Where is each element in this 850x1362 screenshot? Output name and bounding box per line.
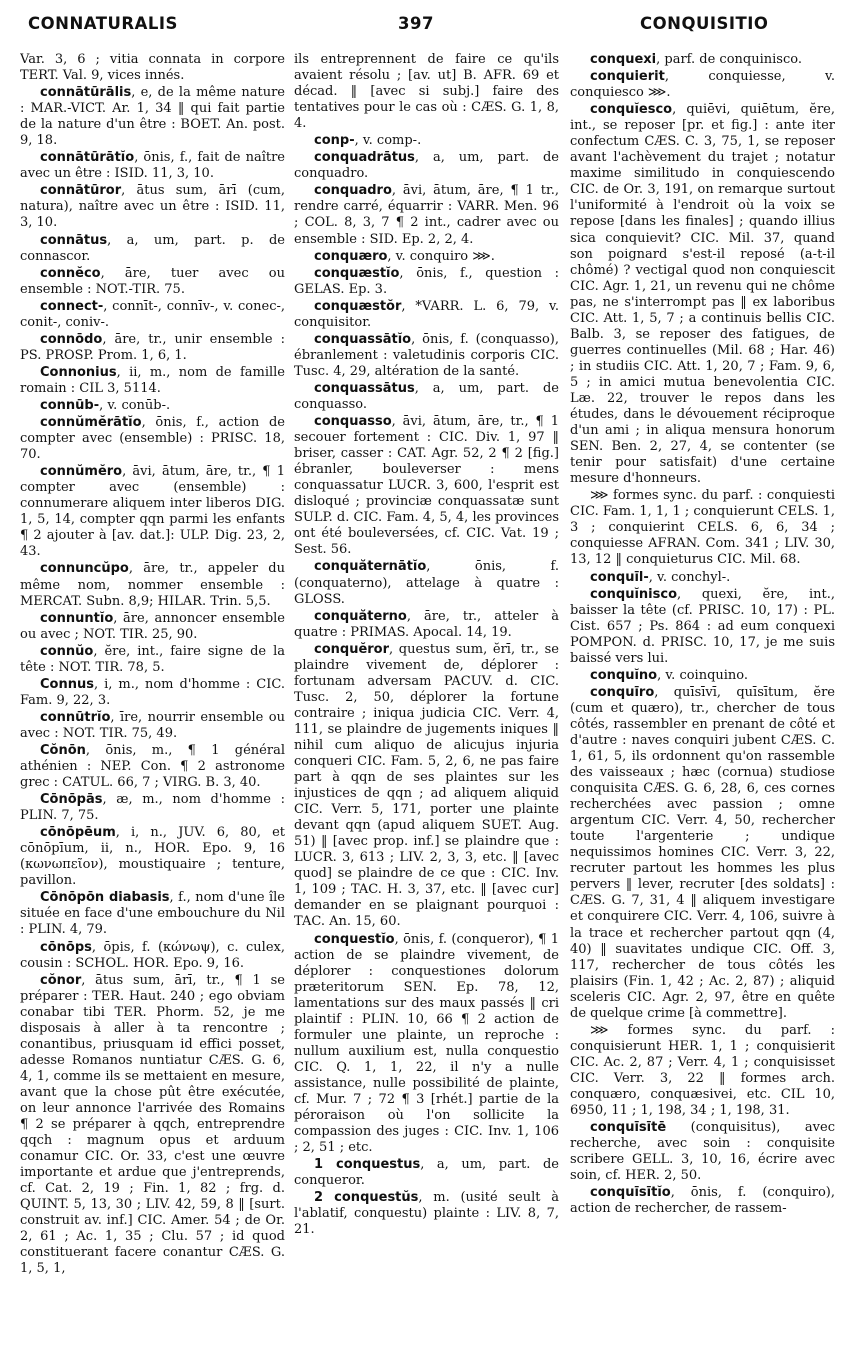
dictionary-entry: conquīro, quīsīvī, quīsītum, ĕre (cum et quæro), tr., chercher de tous côtés, rassembler en prenant de côté et d'autre : naves conquiri jubent CÆS. C. 1, 61, 5, ils ordonnent qu'on rassemble des vaisseaux ; hæc (cornua) studiose conquisita CÆS. G. 6, 28, 6, ces cornes recherchées avec passion ; omne argentum CIC. Verr. 4, 50, rechercher toute l'argenterie ; undique nequissimos homines CIC. Verr. 3, 22, recruter partout les hommes les plus pervers ‖ lever, recruter [des soldats] : CÆS. G. 7, 31, 4 ‖ aliquem investigare et conquirere CIC. Verr. 4, 106, suivre à la trace et rechercher partout qqn (4, 40) ‖ suavitates undique CIC. Off. 3, 117, rechercher de tous côtés les plaisirs (Fin. 1, 42 ; Ac. 2, 87) ; aliquid sceleris CIC. Agr. 2, 97, être en quête de quelque crime [à commettre]. xyxy=(570,684,835,1021)
headword: Cōnōpōn diabasis xyxy=(40,890,170,906)
dictionary-entry: cōnōpēum, i, n., JUV. 6, 80, et cōnōpīum, ii, n., HOR. Epo. 9, 16 (κωνωπεῖον), moustiquaire ; tenture, pavillon. xyxy=(20,825,285,889)
dictionary-entry: conquăternātĭo, ōnis, f. (conquaterno), attelage à quatre : GLOSS. xyxy=(294,559,559,607)
headword: connuncŭpo xyxy=(40,561,129,577)
headword: cŏnor xyxy=(40,972,82,988)
headword: conquassātus xyxy=(314,380,415,396)
dictionary-entry: conquæstĭo, ōnis, f., question : GELAS. Ep. 3. xyxy=(294,265,559,297)
headword: Connonius xyxy=(40,364,117,380)
header-right-guideword: CONQUISITIO xyxy=(640,14,769,33)
headword: connŭmĕrātĭo xyxy=(40,415,142,431)
headword: conquīro xyxy=(590,684,655,700)
dictionary-entry: conquăterno, āre, tr., atteler à quatre : PRIMAS. Apocal. 14, 19. xyxy=(294,608,559,640)
headword: connūb- xyxy=(40,397,100,413)
dictionary-entry: connŭo, ĕre, int., faire signe de la tête : NOT. TIR. 78, 5. xyxy=(20,643,285,675)
headword: conquestĭo xyxy=(314,931,395,947)
headword: 2 conquestŭs xyxy=(314,1190,419,1206)
headword: conquīl- xyxy=(590,569,649,585)
headword: connŭmĕro xyxy=(40,464,123,480)
dictionary-entry: conquĭno, v. coinquino. xyxy=(590,667,749,683)
page-number: 397 xyxy=(398,14,434,33)
dictionary-entry: Cōnōpōn diabasis, f., nom d'une île située en face d'une embouchure du Nil : PLIN. 4, 79. xyxy=(20,890,285,938)
dictionary-entry: Cōnōpās, æ, m., nom d'homme : PLIN. 7, 75. xyxy=(20,792,285,824)
headword: Connus xyxy=(40,676,94,692)
dictionary-entry: conquestĭo, ōnis, f. (conqueror), ¶ 1 action de se plaindre vivement, de déplorer : conquestiones dolorum præteritorum SEN. Ep. 78, 12, lamentations sur des maux passés ‖ cri plaintif : PLIN. 10, 66 ¶ 2 action de formuler une plainte, un reproche : nullum auxilium est, nulla conquestio CIC. Q. 1, 1, 22, il n'y a nulle assistance, nulle possibilité de plainte, cf. Mur. 7 ; 72 ¶ 3 [rhét.] partie de la péroraison où l'on sollicite la compassion des juges : CIC. Inv. 1, 106 ; 2, 51 ; etc. xyxy=(294,931,559,1156)
dictionary-entry: connuntĭo, āre, annoncer ensemble ou avec ; NOT. TIR. 25, 90. xyxy=(20,610,285,642)
dictionary-entry: Connonius, ii, m., nom de famille romain : CIL 3, 5114. xyxy=(20,364,285,396)
headword: connātūrātĭo xyxy=(40,150,135,166)
header-left-guideword: CONNATURALIS xyxy=(28,14,178,33)
dictionary-entry: connōdo, āre, tr., unir ensemble : PS. PROSP. Prom. 1, 6, 1. xyxy=(20,331,285,363)
headword: conp- xyxy=(314,133,355,149)
headword: cōnōps xyxy=(40,939,92,955)
headword: conquasso xyxy=(314,414,392,430)
headword: connūtrĭo xyxy=(40,709,111,725)
headword: conquæstŏr xyxy=(314,298,402,314)
headword: conquĭno xyxy=(590,667,658,683)
dictionary-entry: connŭmĕrātĭo, ōnis, f., action de compter avec (ensemble) : PRISC. 18, 70. xyxy=(20,415,285,463)
column-3 xyxy=(570,52,835,1354)
headword: cōnōpēum xyxy=(40,825,116,841)
dictionary-entry: connect-, connīt-, connīv-, v. conec-, conit-, coniv-. xyxy=(20,298,285,330)
dictionary-entry: connātūrālis, e, de la même nature : MAR.-VICT. Ar. 1, 34 ‖ qui fait partie de la nature d'un être : BOET. An. post. 9, 18. xyxy=(20,85,285,149)
dictionary-entry: conquasso, āvi, ātum, āre, tr., ¶ 1 secouer fortement : CIC. Div. 1, 97 ‖ briser, casser : CAT. Agr. 52, 2 ¶ 2 [fig.] ébranler, bouleverser : mens conquassatur LUCR. 3, 600, l'esprit est disloqué ; provinciæ conquassatæ sunt SULP. d. CIC. Fam. 4, 5, 4, les provinces ont été bouleversées, cf. CIC. Vat. 19 ; Sest. 56. xyxy=(294,414,559,558)
dictionary-entry: conquadrātus, a, um, part. de conquadro. xyxy=(294,150,559,182)
dictionary-entry: connātus, a, um, part. p. de connascor. xyxy=(20,232,285,264)
dictionary-entry: conquĕror, questus sum, ĕrī, tr., se plaindre vivement de, déplorer : fortunam adversam PACUV. d. CIC. Tusc. 2, 50, déplorer la fortune contraire ; iniqua judicia CIC. Verr. 4, 111, se plaindre de jugements iniques ‖ nihil cum aliquo de alicujus injuria conqueri CIC. Fam. 5, 2, 6, ne pas faire part à qqn de ses plaintes sur les injustices de qqn ; ad aliquem aliquid CIC. Verr. 5, 171, porter une plainte devant qqn (apud aliquem SUET. Aug. 51) ‖ [avec prop. inf.] se plaindre que : LUCR. 3, 613 ; LIV. 2, 3, 3, etc. ‖ [avec quod] se plaindre de ce que : CIC. Inv. 1, 109 ; TAC. H. 3, 37, etc. ‖ [avec cur] demander en se plaignant pourquoi : TAC. An. 15, 60. xyxy=(294,641,559,930)
dictionary-entry: conquĭesco, quiēvi, quiētum, ĕre, int., se reposer [pr. et fig.] : ante iter confectum CÆS. C. 3, 75, 1, se reposer avant l'achèvement du trajet ; notatur maxime similitudo in conquiescendo CIC. de Or. 3, 191, on remarque surtout l'uniformité à l'endroit où la voix se repose [dans les finales] ; quando illius sica conquievit? CIC. Mil. 37, quand son poignard s'est-il reposé (a-t-il chômé) ? vectigal quod non conquiescit CIC. Agr. 1, 21, un revenu qui ne chôme pas, ne s'interrompt pas ‖ ex laboribus CIC. Att. 1, 5, 7 ; a continuis bellis CIC. Balb. 3, se reposer des fatigues, de guerres continuelles (Mil. 68 ; Har. 46) ; in studiis CIC. Att. 1, 20, 7 ; Fam. 9, 6, 5 ; in amici mutua benevolentia CIC. Læ. 22, trouver le repos dans les études, dans le dévouement réciproque d'un ami ; in aliqua mensura honorum SEN. Ben. 2, 27, 4, se contenter (se tenir pour satisfait) d'une certaine mesure d'honneurs. xyxy=(570,102,835,487)
dictionary-entry: ⋙ formes sync. du parf. : conquiesti CIC. Fam. 1, 1, 1 ; conquierunt CELS. 1, 3 ; conquierint CELS. 6, 6, 34 ; conquiesse AFRAN. Com. 341 ; LIV. 30, 13, 12 ‖ conquieturus CIC. Mil. 68. xyxy=(570,488,835,568)
headword: connŭo xyxy=(40,643,94,659)
headword: connātūror xyxy=(40,183,122,199)
dictionary-entry: connĕco, āre, tuer avec ou ensemble : NOT.-TIR. 75. xyxy=(20,265,285,297)
dictionary-entry: connŭmĕro, āvi, ātum, āre, tr., ¶ 1 compter avec (ensemble) : connumerare aliquem inter liberos DIG. 1, 5, 14, compter qqn parmi les enfants ¶ 2 ajouter à [av. dat.]: ULP. Dig. 23, 2, 43. xyxy=(20,464,285,560)
headword: conquĭesco xyxy=(590,102,673,118)
dictionary-entry: conquīsītē (conquisitus), avec recherche, avec soin : conquisite scribere GELL. 3, 10, 16, écrire avec soin, cf. HER. 2, 50. xyxy=(570,1120,835,1184)
dictionary-entry: conquæstŏr, *VARR. L. 6, 79, v. conquisitor. xyxy=(294,298,559,330)
dictionary-entry: cŏnor, ātus sum, ārī, tr., ¶ 1 se préparer : TER. Haut. 240 ; ego obviam conabar tibi TER. Phorm. 52, je me disposais à aller à ta rencontre ; conantibus, priusquam id effici posset, adesse Romanos nuntiatur CÆS. G. 6, 4, 1, comme ils se mettaient en mesure, avant que la chose pût être exécutée, on leur annonce l'arrivée des Romains ¶ 2 se préparer à qqch, entreprendre qqch : magnum opus et arduum conamur CIC. Or. 33, c'est une œuvre importante et ardue que j'entreprends, cf. Cat. 2, 19 ; Fin. 1, 82 ; frg. d. QUINT. 5, 13, 30 ; LIV. 42, 59, 8 ‖ [surt. construit av. inf.] CIC. Amer. 54 ; de Or. 2, 61 ; Ac. 1, 35 ; Clu. 57 ; id quod constituerant facere conantur CÆS. G. 1, 5, 1, xyxy=(20,972,285,1277)
dictionary-entry: connūb-, v. conūb-. xyxy=(40,397,171,413)
column-2 xyxy=(294,52,559,1354)
headword: conquīsītē xyxy=(590,1120,667,1136)
headword: connect- xyxy=(40,298,104,314)
dictionary-entry: conp-, v. comp-. xyxy=(314,133,422,149)
column-1 xyxy=(20,52,285,1354)
dictionary-entry: cōnōps, ōpis, f. (κώνωψ), c. culex, cousin : SCHOL. HOR. Epo. 9, 16. xyxy=(20,939,285,971)
dictionary-entry: 2 conquestŭs, m. (usité seult à l'ablatif, conquestu) plainte : LIV. 8, 7, 21. xyxy=(294,1190,559,1238)
headword: connātus xyxy=(40,232,108,248)
headword: conquĕror xyxy=(314,641,390,657)
dictionary-entry: conquĭnisco, quexi, ĕre, int., baisser la tête (cf. PRISC. 10, 17) : PL. Cist. 657 ; Ps. 864 : ad eum conquexi POMPON. d. PRISC. 10, 17, je me suis baissé vers lui. xyxy=(570,586,835,666)
headword: conquăterno xyxy=(314,608,407,624)
headword: conquadro xyxy=(314,183,392,199)
headword: connōdo xyxy=(40,331,103,347)
dictionary-entry: conquexi, parf. de conquinisco. xyxy=(590,52,802,67)
headword: conquæro xyxy=(314,248,388,264)
dictionary-entry: connūtrĭo, īre, nourrir ensemble ou avec : NOT. TIR. 75, 49. xyxy=(20,709,285,741)
dictionary-entry: connuncŭpo, āre, tr., appeler du même nom, nommer ensemble : MERCAT. Subn. 8,9; HILAR. Trin. 5,5. xyxy=(20,561,285,609)
headword: 1 conquestus xyxy=(314,1157,421,1173)
dictionary-entry: ⋙ formes sync. du parf. : conquisierunt HER. 1, 1 ; conquisierit CIC. Ac. 2, 87 ; Verr. 4, 1 ; conquisisset CIC. Verr. 3, 22 ‖ formes arch. conquæro, conquæsivei, etc. CIL 10, 6950, 11 ; 1, 198, 34 ; 1, 198, 31. xyxy=(570,1022,835,1119)
headword: conquassātĭo xyxy=(314,331,412,347)
dictionary-entry: conquierit, conquiesse, v. conquiesco ⋙. xyxy=(570,69,835,101)
headword: conquĭnisco xyxy=(590,586,677,602)
dictionary-entry: connātūror, ātus sum, ārī (cum, natura), naître avec un être : ISID. 11, 3, 10. xyxy=(20,183,285,231)
headword: conquæstĭo xyxy=(314,265,400,281)
dictionary-entry: Cŏnōn, ōnis, m., ¶ 1 général athénien : NEP. Con. ¶ 2 astronome grec : CATUL. 66, 7 ; VIRG. B. 3, 40. xyxy=(20,742,285,791)
dictionary-entry: Connus, i, m., nom d'homme : CIC. Fam. 9, 22, 3. xyxy=(20,676,285,708)
dictionary-entry: ils entreprennent de faire ce qu'ils avaient résolu ; [av. ut] B. AFR. 69 et décad. ‖ [avec si subj.] faire des tentatives pour le cas où : CÆS. G. 1, 8, 4. xyxy=(294,52,559,132)
headword: connātūrālis xyxy=(40,85,132,101)
headword: Cŏnōn xyxy=(40,742,86,758)
dictionary-entry: conquīl-, v. conchyl-. xyxy=(590,569,731,585)
page-header xyxy=(0,14,850,44)
headword: conquierit xyxy=(590,69,665,85)
headword: conquexi xyxy=(590,52,657,67)
dictionary-entry: conquæro, v. conquiro ⋙. xyxy=(314,248,495,264)
dictionary-entry: 1 conquestus, a, um, part. de conqueror. xyxy=(294,1157,559,1189)
headword: conquīsītĭo xyxy=(590,1185,671,1201)
dictionary-entry: Var. 3, 6 ; vitia connata in corpore TERT. Val. 9, vices innés. xyxy=(20,52,285,84)
headword: connuntĭo xyxy=(40,610,114,626)
dictionary-entry: conquadro, āvi, ātum, āre, ¶ 1 tr., rendre carré, équarrir : VARR. Men. 96 ; COL. 8, 3, 7 ¶ 2 int., cadrer avec ou ensemble : SID. Ep. 2, 2, 4. xyxy=(294,183,559,247)
dictionary-entry: conquassātus, a, um, part. de conquasso. xyxy=(294,380,559,412)
headword: connĕco xyxy=(40,265,101,281)
dictionary-entry: conquīsītĭo, ōnis, f. (conquiro), action de rechercher, de rassem- xyxy=(570,1185,835,1217)
dictionary-entry: connātūrātĭo, ōnis, f., fait de naître avec un être : ISID. 11, 3, 10. xyxy=(20,150,285,182)
headword: conquăternātĭo xyxy=(314,559,427,575)
headword: Cōnōpās xyxy=(40,792,103,808)
headword: conquadrātus xyxy=(314,150,415,166)
dictionary-entry: conquassātĭo, ōnis, f. (conquasso), ébranlement : valetudinis corporis CIC. Tusc. 4, 29, altération de la santé. xyxy=(294,331,559,379)
